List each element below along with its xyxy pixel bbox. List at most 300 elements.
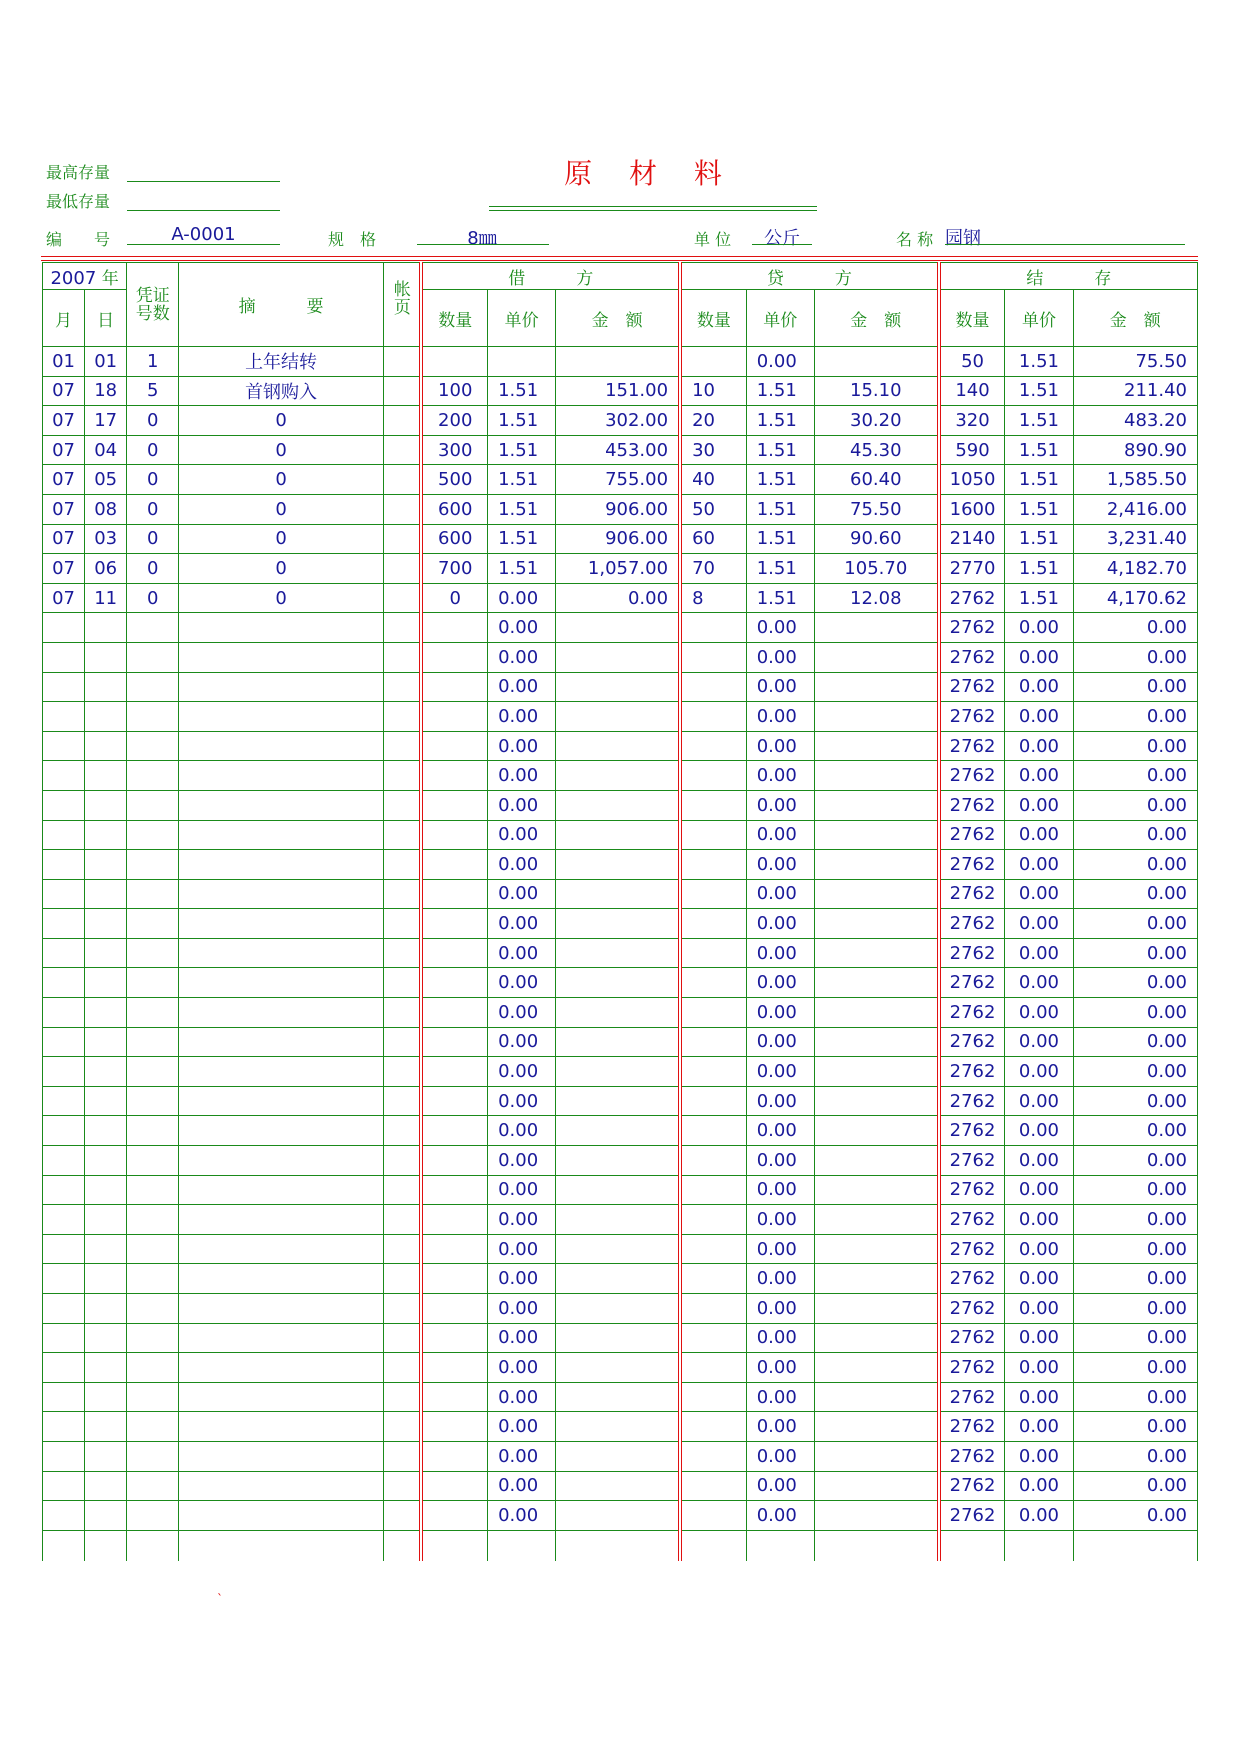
debit-qty-cell[interactable]: 600 bbox=[421, 524, 487, 554]
day-cell[interactable] bbox=[85, 731, 127, 761]
summary-cell[interactable] bbox=[179, 761, 384, 791]
debit-qty-cell[interactable] bbox=[421, 761, 487, 791]
balance-price-cell[interactable]: 0.00 bbox=[1005, 850, 1073, 880]
voucher-cell[interactable]: 0 bbox=[127, 583, 179, 613]
day-cell[interactable]: 04 bbox=[85, 435, 127, 465]
page-cell[interactable] bbox=[383, 790, 421, 820]
debit-price-cell[interactable]: 0.00 bbox=[488, 1501, 556, 1531]
debit-amount-cell[interactable] bbox=[556, 968, 680, 998]
debit-amount-cell[interactable]: 302.00 bbox=[556, 406, 680, 436]
code-value[interactable]: A-0001 bbox=[171, 224, 236, 245]
page-cell[interactable] bbox=[383, 1353, 421, 1383]
balance-qty-cell[interactable]: 2762 bbox=[939, 1353, 1005, 1383]
balance-qty-cell[interactable]: 2140 bbox=[939, 524, 1005, 554]
voucher-cell[interactable] bbox=[127, 1116, 179, 1146]
summary-cell[interactable] bbox=[179, 1175, 384, 1205]
summary-cell[interactable] bbox=[179, 1323, 384, 1353]
voucher-cell[interactable] bbox=[127, 790, 179, 820]
summary-cell[interactable]: 0 bbox=[179, 554, 384, 584]
debit-price-cell[interactable]: 0.00 bbox=[488, 909, 556, 939]
credit-amount-cell[interactable] bbox=[814, 790, 938, 820]
balance-price-cell[interactable]: 1.51 bbox=[1005, 583, 1073, 613]
debit-price-cell[interactable]: 0.00 bbox=[488, 1294, 556, 1324]
month-cell[interactable] bbox=[43, 1471, 85, 1501]
debit-amount-cell[interactable]: 0.00 bbox=[556, 583, 680, 613]
month-cell[interactable] bbox=[43, 1027, 85, 1057]
page-cell[interactable] bbox=[383, 1057, 421, 1087]
debit-price-cell[interactable]: 0.00 bbox=[488, 1471, 556, 1501]
credit-qty-cell[interactable]: 10 bbox=[680, 376, 746, 406]
balance-amount-cell[interactable]: 0.00 bbox=[1073, 968, 1197, 998]
balance-qty-cell[interactable]: 2762 bbox=[939, 1175, 1005, 1205]
month-cell[interactable] bbox=[43, 672, 85, 702]
month-cell[interactable] bbox=[43, 761, 85, 791]
debit-amount-cell[interactable]: 151.00 bbox=[556, 376, 680, 406]
day-cell[interactable]: 01 bbox=[85, 347, 127, 377]
credit-price-cell[interactable]: 0.00 bbox=[746, 1234, 814, 1264]
debit-price-cell[interactable]: 0.00 bbox=[488, 1057, 556, 1087]
balance-price-cell[interactable]: 0.00 bbox=[1005, 1086, 1073, 1116]
page-cell[interactable] bbox=[383, 465, 421, 495]
credit-amount-cell[interactable] bbox=[814, 1264, 938, 1294]
balance-qty-cell[interactable]: 50 bbox=[939, 347, 1005, 377]
day-cell[interactable] bbox=[85, 702, 127, 732]
page-cell[interactable] bbox=[383, 761, 421, 791]
page-cell[interactable] bbox=[383, 1382, 421, 1412]
page-cell[interactable] bbox=[383, 642, 421, 672]
debit-qty-cell[interactable] bbox=[421, 1234, 487, 1264]
debit-price-cell[interactable]: 1.51 bbox=[488, 435, 556, 465]
balance-price-cell[interactable]: 0.00 bbox=[1005, 938, 1073, 968]
balance-amount-cell[interactable]: 0.00 bbox=[1073, 1146, 1197, 1176]
credit-amount-cell[interactable] bbox=[814, 968, 938, 998]
balance-amount-cell[interactable]: 0.00 bbox=[1073, 1205, 1197, 1235]
page-cell[interactable] bbox=[383, 1205, 421, 1235]
credit-qty-cell[interactable] bbox=[680, 1353, 746, 1383]
balance-price-cell[interactable]: 0.00 bbox=[1005, 968, 1073, 998]
debit-qty-cell[interactable] bbox=[421, 1441, 487, 1471]
balance-price-cell[interactable]: 1.51 bbox=[1005, 376, 1073, 406]
balance-qty-cell[interactable]: 2762 bbox=[939, 672, 1005, 702]
day-cell[interactable] bbox=[85, 1086, 127, 1116]
debit-price-cell[interactable]: 0.00 bbox=[488, 790, 556, 820]
balance-price-cell[interactable]: 0.00 bbox=[1005, 1323, 1073, 1353]
balance-price-cell[interactable]: 1.51 bbox=[1005, 494, 1073, 524]
debit-price-cell[interactable]: 0.00 bbox=[488, 1205, 556, 1235]
page-cell[interactable] bbox=[383, 1294, 421, 1324]
credit-amount-cell[interactable]: 60.40 bbox=[814, 465, 938, 495]
summary-cell[interactable] bbox=[179, 1264, 384, 1294]
voucher-cell[interactable]: 5 bbox=[127, 376, 179, 406]
balance-amount-cell[interactable]: 483.20 bbox=[1073, 406, 1197, 436]
credit-qty-cell[interactable]: 40 bbox=[680, 465, 746, 495]
credit-price-cell[interactable]: 0.00 bbox=[746, 347, 814, 377]
debit-amount-cell[interactable] bbox=[556, 1294, 680, 1324]
debit-price-cell[interactable]: 0.00 bbox=[488, 938, 556, 968]
credit-amount-cell[interactable] bbox=[814, 613, 938, 643]
balance-amount-cell[interactable]: 0.00 bbox=[1073, 1027, 1197, 1057]
page-cell[interactable] bbox=[383, 850, 421, 880]
credit-amount-cell[interactable] bbox=[814, 820, 938, 850]
balance-qty-cell[interactable]: 590 bbox=[939, 435, 1005, 465]
balance-amount-cell[interactable]: 211.40 bbox=[1073, 376, 1197, 406]
credit-price-cell[interactable]: 0.00 bbox=[746, 1382, 814, 1412]
debit-price-cell[interactable]: 0.00 bbox=[488, 583, 556, 613]
balance-qty-cell[interactable]: 2762 bbox=[939, 1412, 1005, 1442]
balance-qty-cell[interactable]: 2762 bbox=[939, 1205, 1005, 1235]
debit-price-cell[interactable]: 0.00 bbox=[488, 879, 556, 909]
debit-price-cell[interactable]: 0.00 bbox=[488, 1116, 556, 1146]
credit-price-cell[interactable]: 1.51 bbox=[746, 554, 814, 584]
balance-qty-cell[interactable]: 2762 bbox=[939, 968, 1005, 998]
summary-cell[interactable] bbox=[179, 1086, 384, 1116]
credit-amount-cell[interactable] bbox=[814, 1471, 938, 1501]
credit-price-cell[interactable]: 0.00 bbox=[746, 1353, 814, 1383]
credit-amount-cell[interactable] bbox=[814, 879, 938, 909]
debit-price-cell[interactable]: 0.00 bbox=[488, 702, 556, 732]
debit-qty-cell[interactable] bbox=[421, 1175, 487, 1205]
balance-price-cell[interactable]: 1.51 bbox=[1005, 524, 1073, 554]
day-cell[interactable]: 05 bbox=[85, 465, 127, 495]
balance-qty-cell[interactable]: 2762 bbox=[939, 1057, 1005, 1087]
debit-price-cell[interactable]: 0.00 bbox=[488, 672, 556, 702]
debit-amount-cell[interactable] bbox=[556, 1353, 680, 1383]
balance-price-cell[interactable]: 0.00 bbox=[1005, 998, 1073, 1028]
debit-price-cell[interactable]: 0.00 bbox=[488, 1027, 556, 1057]
summary-cell[interactable] bbox=[179, 1057, 384, 1087]
debit-amount-cell[interactable] bbox=[556, 731, 680, 761]
balance-price-cell[interactable]: 0.00 bbox=[1005, 1175, 1073, 1205]
debit-qty-cell[interactable] bbox=[421, 1264, 487, 1294]
voucher-cell[interactable] bbox=[127, 761, 179, 791]
day-cell[interactable] bbox=[85, 998, 127, 1028]
page-cell[interactable] bbox=[383, 1027, 421, 1057]
credit-qty-cell[interactable] bbox=[680, 642, 746, 672]
balance-qty-cell[interactable]: 2762 bbox=[939, 583, 1005, 613]
debit-amount-cell[interactable] bbox=[556, 938, 680, 968]
voucher-cell[interactable] bbox=[127, 1353, 179, 1383]
credit-amount-cell[interactable] bbox=[814, 909, 938, 939]
balance-price-cell[interactable]: 0.00 bbox=[1005, 1027, 1073, 1057]
debit-amount-cell[interactable]: 755.00 bbox=[556, 465, 680, 495]
balance-amount-cell[interactable]: 0.00 bbox=[1073, 1353, 1197, 1383]
credit-price-cell[interactable]: 0.00 bbox=[746, 820, 814, 850]
credit-price-cell[interactable]: 0.00 bbox=[746, 1471, 814, 1501]
balance-qty-cell[interactable]: 2762 bbox=[939, 1441, 1005, 1471]
balance-qty-cell[interactable]: 2762 bbox=[939, 1264, 1005, 1294]
credit-amount-cell[interactable]: 75.50 bbox=[814, 494, 938, 524]
summary-cell[interactable] bbox=[179, 1353, 384, 1383]
page-cell[interactable] bbox=[383, 938, 421, 968]
balance-price-cell[interactable]: 0.00 bbox=[1005, 1471, 1073, 1501]
voucher-cell[interactable] bbox=[127, 672, 179, 702]
credit-amount-cell[interactable] bbox=[814, 1057, 938, 1087]
balance-qty-cell[interactable] bbox=[939, 1530, 1005, 1561]
balance-price-cell[interactable]: 0.00 bbox=[1005, 731, 1073, 761]
credit-qty-cell[interactable] bbox=[680, 1501, 746, 1531]
credit-price-cell[interactable]: 0.00 bbox=[746, 1323, 814, 1353]
voucher-cell[interactable] bbox=[127, 1264, 179, 1294]
balance-amount-cell[interactable]: 0.00 bbox=[1073, 1501, 1197, 1531]
balance-amount-cell[interactable]: 0.00 bbox=[1073, 1234, 1197, 1264]
debit-qty-cell[interactable] bbox=[421, 702, 487, 732]
summary-cell[interactable]: 0 bbox=[179, 435, 384, 465]
voucher-cell[interactable]: 0 bbox=[127, 465, 179, 495]
page-cell[interactable] bbox=[383, 376, 421, 406]
page-cell[interactable] bbox=[383, 1501, 421, 1531]
month-cell[interactable] bbox=[43, 1323, 85, 1353]
balance-price-cell[interactable]: 0.00 bbox=[1005, 1441, 1073, 1471]
credit-price-cell[interactable]: 0.00 bbox=[746, 702, 814, 732]
balance-amount-cell[interactable]: 0.00 bbox=[1073, 672, 1197, 702]
credit-qty-cell[interactable] bbox=[680, 702, 746, 732]
voucher-cell[interactable] bbox=[127, 938, 179, 968]
balance-price-cell[interactable]: 0.00 bbox=[1005, 1205, 1073, 1235]
credit-qty-cell[interactable] bbox=[680, 909, 746, 939]
unit-value[interactable]: 公斤 bbox=[764, 228, 800, 249]
balance-qty-cell[interactable]: 2762 bbox=[939, 879, 1005, 909]
debit-qty-cell[interactable]: 100 bbox=[421, 376, 487, 406]
summary-cell[interactable]: 0 bbox=[179, 406, 384, 436]
voucher-cell[interactable]: 0 bbox=[127, 435, 179, 465]
balance-amount-cell[interactable]: 0.00 bbox=[1073, 1382, 1197, 1412]
debit-price-cell[interactable]: 0.00 bbox=[488, 998, 556, 1028]
credit-amount-cell[interactable] bbox=[814, 761, 938, 791]
month-cell[interactable] bbox=[43, 790, 85, 820]
credit-qty-cell[interactable] bbox=[680, 790, 746, 820]
month-cell[interactable] bbox=[43, 613, 85, 643]
day-cell[interactable] bbox=[85, 790, 127, 820]
balance-amount-cell[interactable]: 0.00 bbox=[1073, 1471, 1197, 1501]
debit-amount-cell[interactable] bbox=[556, 1057, 680, 1087]
day-cell[interactable] bbox=[85, 1323, 127, 1353]
month-cell[interactable] bbox=[43, 968, 85, 998]
balance-qty-cell[interactable]: 1050 bbox=[939, 465, 1005, 495]
balance-amount-cell[interactable]: 0.00 bbox=[1073, 1175, 1197, 1205]
page-cell[interactable] bbox=[383, 406, 421, 436]
page-cell[interactable] bbox=[383, 1530, 421, 1561]
balance-price-cell[interactable]: 0.00 bbox=[1005, 1146, 1073, 1176]
balance-qty-cell[interactable]: 2762 bbox=[939, 613, 1005, 643]
credit-amount-cell[interactable] bbox=[814, 731, 938, 761]
debit-price-cell[interactable]: 0.00 bbox=[488, 613, 556, 643]
debit-amount-cell[interactable] bbox=[556, 909, 680, 939]
voucher-cell[interactable]: 0 bbox=[127, 554, 179, 584]
month-cell[interactable] bbox=[43, 702, 85, 732]
credit-price-cell[interactable]: 0.00 bbox=[746, 672, 814, 702]
summary-cell[interactable]: 0 bbox=[179, 465, 384, 495]
balance-qty-cell[interactable]: 320 bbox=[939, 406, 1005, 436]
page-cell[interactable] bbox=[383, 583, 421, 613]
summary-cell[interactable] bbox=[179, 998, 384, 1028]
credit-amount-cell[interactable] bbox=[814, 1205, 938, 1235]
debit-qty-cell[interactable] bbox=[421, 938, 487, 968]
month-cell[interactable] bbox=[43, 1264, 85, 1294]
voucher-cell[interactable] bbox=[127, 1501, 179, 1531]
credit-price-cell[interactable] bbox=[746, 1530, 814, 1561]
debit-price-cell[interactable]: 0.00 bbox=[488, 1264, 556, 1294]
debit-price-cell[interactable]: 0.00 bbox=[488, 1086, 556, 1116]
balance-price-cell[interactable]: 0.00 bbox=[1005, 1294, 1073, 1324]
balance-price-cell[interactable]: 0.00 bbox=[1005, 879, 1073, 909]
debit-amount-cell[interactable] bbox=[556, 998, 680, 1028]
day-cell[interactable] bbox=[85, 1264, 127, 1294]
debit-amount-cell[interactable] bbox=[556, 1412, 680, 1442]
credit-amount-cell[interactable] bbox=[814, 347, 938, 377]
day-cell[interactable] bbox=[85, 761, 127, 791]
page-cell[interactable] bbox=[383, 554, 421, 584]
debit-qty-cell[interactable] bbox=[421, 1530, 487, 1561]
day-cell[interactable] bbox=[85, 1441, 127, 1471]
summary-cell[interactable] bbox=[179, 642, 384, 672]
balance-price-cell[interactable]: 0.00 bbox=[1005, 1501, 1073, 1531]
month-cell[interactable]: 07 bbox=[43, 524, 85, 554]
month-cell[interactable] bbox=[43, 1146, 85, 1176]
voucher-cell[interactable]: 1 bbox=[127, 347, 179, 377]
voucher-cell[interactable] bbox=[127, 1382, 179, 1412]
balance-qty-cell[interactable]: 2762 bbox=[939, 731, 1005, 761]
balance-amount-cell[interactable] bbox=[1073, 1530, 1197, 1561]
balance-amount-cell[interactable]: 0.00 bbox=[1073, 938, 1197, 968]
voucher-cell[interactable] bbox=[127, 731, 179, 761]
balance-amount-cell[interactable]: 0.00 bbox=[1073, 613, 1197, 643]
credit-amount-cell[interactable] bbox=[814, 998, 938, 1028]
debit-qty-cell[interactable] bbox=[421, 1294, 487, 1324]
credit-price-cell[interactable]: 0.00 bbox=[746, 1116, 814, 1146]
day-cell[interactable] bbox=[85, 1205, 127, 1235]
balance-qty-cell[interactable]: 1600 bbox=[939, 494, 1005, 524]
page-cell[interactable] bbox=[383, 524, 421, 554]
balance-amount-cell[interactable]: 3,231.40 bbox=[1073, 524, 1197, 554]
balance-price-cell[interactable]: 0.00 bbox=[1005, 1264, 1073, 1294]
credit-amount-cell[interactable] bbox=[814, 1501, 938, 1531]
debit-qty-cell[interactable]: 200 bbox=[421, 406, 487, 436]
credit-qty-cell[interactable] bbox=[680, 613, 746, 643]
balance-qty-cell[interactable]: 2762 bbox=[939, 938, 1005, 968]
day-cell[interactable] bbox=[85, 938, 127, 968]
voucher-cell[interactable]: 0 bbox=[127, 494, 179, 524]
debit-price-cell[interactable]: 1.51 bbox=[488, 465, 556, 495]
voucher-cell[interactable] bbox=[127, 1027, 179, 1057]
debit-amount-cell[interactable] bbox=[556, 850, 680, 880]
day-cell[interactable] bbox=[85, 909, 127, 939]
debit-amount-cell[interactable] bbox=[556, 672, 680, 702]
month-cell[interactable] bbox=[43, 642, 85, 672]
day-cell[interactable] bbox=[85, 879, 127, 909]
credit-price-cell[interactable]: 0.00 bbox=[746, 1086, 814, 1116]
summary-cell[interactable] bbox=[179, 1471, 384, 1501]
debit-qty-cell[interactable] bbox=[421, 998, 487, 1028]
balance-price-cell[interactable]: 0.00 bbox=[1005, 820, 1073, 850]
balance-amount-cell[interactable]: 0.00 bbox=[1073, 1412, 1197, 1442]
voucher-cell[interactable] bbox=[127, 850, 179, 880]
balance-qty-cell[interactable]: 2762 bbox=[939, 850, 1005, 880]
credit-price-cell[interactable]: 0.00 bbox=[746, 761, 814, 791]
balance-price-cell[interactable]: 0.00 bbox=[1005, 1057, 1073, 1087]
credit-price-cell[interactable]: 1.51 bbox=[746, 583, 814, 613]
day-cell[interactable]: 11 bbox=[85, 583, 127, 613]
debit-qty-cell[interactable]: 700 bbox=[421, 554, 487, 584]
credit-price-cell[interactable]: 0.00 bbox=[746, 1294, 814, 1324]
debit-price-cell[interactable]: 0.00 bbox=[488, 968, 556, 998]
balance-amount-cell[interactable]: 2,416.00 bbox=[1073, 494, 1197, 524]
credit-amount-cell[interactable] bbox=[814, 1086, 938, 1116]
debit-amount-cell[interactable] bbox=[556, 702, 680, 732]
debit-qty-cell[interactable]: 600 bbox=[421, 494, 487, 524]
day-cell[interactable] bbox=[85, 820, 127, 850]
debit-amount-cell[interactable]: 453.00 bbox=[556, 435, 680, 465]
month-cell[interactable]: 07 bbox=[43, 376, 85, 406]
debit-price-cell[interactable]: 0.00 bbox=[488, 731, 556, 761]
credit-price-cell[interactable]: 0.00 bbox=[746, 731, 814, 761]
debit-qty-cell[interactable] bbox=[421, 1412, 487, 1442]
credit-qty-cell[interactable] bbox=[680, 1441, 746, 1471]
month-cell[interactable] bbox=[43, 1412, 85, 1442]
summary-cell[interactable] bbox=[179, 731, 384, 761]
debit-price-cell[interactable]: 1.51 bbox=[488, 494, 556, 524]
month-cell[interactable] bbox=[43, 1353, 85, 1383]
debit-amount-cell[interactable] bbox=[556, 1471, 680, 1501]
credit-price-cell[interactable]: 0.00 bbox=[746, 1057, 814, 1087]
debit-amount-cell[interactable] bbox=[556, 1086, 680, 1116]
balance-qty-cell[interactable]: 2762 bbox=[939, 1382, 1005, 1412]
balance-qty-cell[interactable]: 2762 bbox=[939, 998, 1005, 1028]
month-cell[interactable] bbox=[43, 938, 85, 968]
debit-qty-cell[interactable] bbox=[421, 1353, 487, 1383]
debit-amount-cell[interactable] bbox=[556, 1530, 680, 1561]
page-cell[interactable] bbox=[383, 613, 421, 643]
spec-value[interactable]: 8㎜ bbox=[467, 228, 497, 249]
credit-qty-cell[interactable] bbox=[680, 938, 746, 968]
debit-qty-cell[interactable] bbox=[421, 1116, 487, 1146]
debit-amount-cell[interactable] bbox=[556, 642, 680, 672]
debit-amount-cell[interactable] bbox=[556, 820, 680, 850]
page-cell[interactable] bbox=[383, 494, 421, 524]
balance-qty-cell[interactable]: 2762 bbox=[939, 761, 1005, 791]
page-cell[interactable] bbox=[383, 702, 421, 732]
month-cell[interactable] bbox=[43, 998, 85, 1028]
debit-amount-cell[interactable] bbox=[556, 1323, 680, 1353]
day-cell[interactable] bbox=[85, 1146, 127, 1176]
voucher-cell[interactable] bbox=[127, 968, 179, 998]
debit-amount-cell[interactable]: 1,057.00 bbox=[556, 554, 680, 584]
credit-qty-cell[interactable] bbox=[680, 1382, 746, 1412]
month-cell[interactable]: 07 bbox=[43, 465, 85, 495]
balance-amount-cell[interactable]: 0.00 bbox=[1073, 1057, 1197, 1087]
page-cell[interactable] bbox=[383, 968, 421, 998]
credit-price-cell[interactable]: 0.00 bbox=[746, 968, 814, 998]
balance-price-cell[interactable]: 1.51 bbox=[1005, 435, 1073, 465]
balance-amount-cell[interactable]: 0.00 bbox=[1073, 731, 1197, 761]
page-cell[interactable] bbox=[383, 1175, 421, 1205]
debit-price-cell[interactable]: 0.00 bbox=[488, 1146, 556, 1176]
credit-qty-cell[interactable]: 70 bbox=[680, 554, 746, 584]
credit-price-cell[interactable]: 0.00 bbox=[746, 1205, 814, 1235]
page-cell[interactable] bbox=[383, 435, 421, 465]
summary-cell[interactable] bbox=[179, 1501, 384, 1531]
page-cell[interactable] bbox=[383, 672, 421, 702]
summary-cell[interactable]: 0 bbox=[179, 494, 384, 524]
month-cell[interactable] bbox=[43, 1382, 85, 1412]
debit-price-cell[interactable]: 0.00 bbox=[488, 1323, 556, 1353]
debit-price-cell[interactable] bbox=[488, 1530, 556, 1561]
credit-amount-cell[interactable] bbox=[814, 1294, 938, 1324]
debit-amount-cell[interactable] bbox=[556, 1264, 680, 1294]
debit-amount-cell[interactable] bbox=[556, 1116, 680, 1146]
credit-amount-cell[interactable]: 45.30 bbox=[814, 435, 938, 465]
day-cell[interactable] bbox=[85, 1412, 127, 1442]
credit-amount-cell[interactable] bbox=[814, 1146, 938, 1176]
